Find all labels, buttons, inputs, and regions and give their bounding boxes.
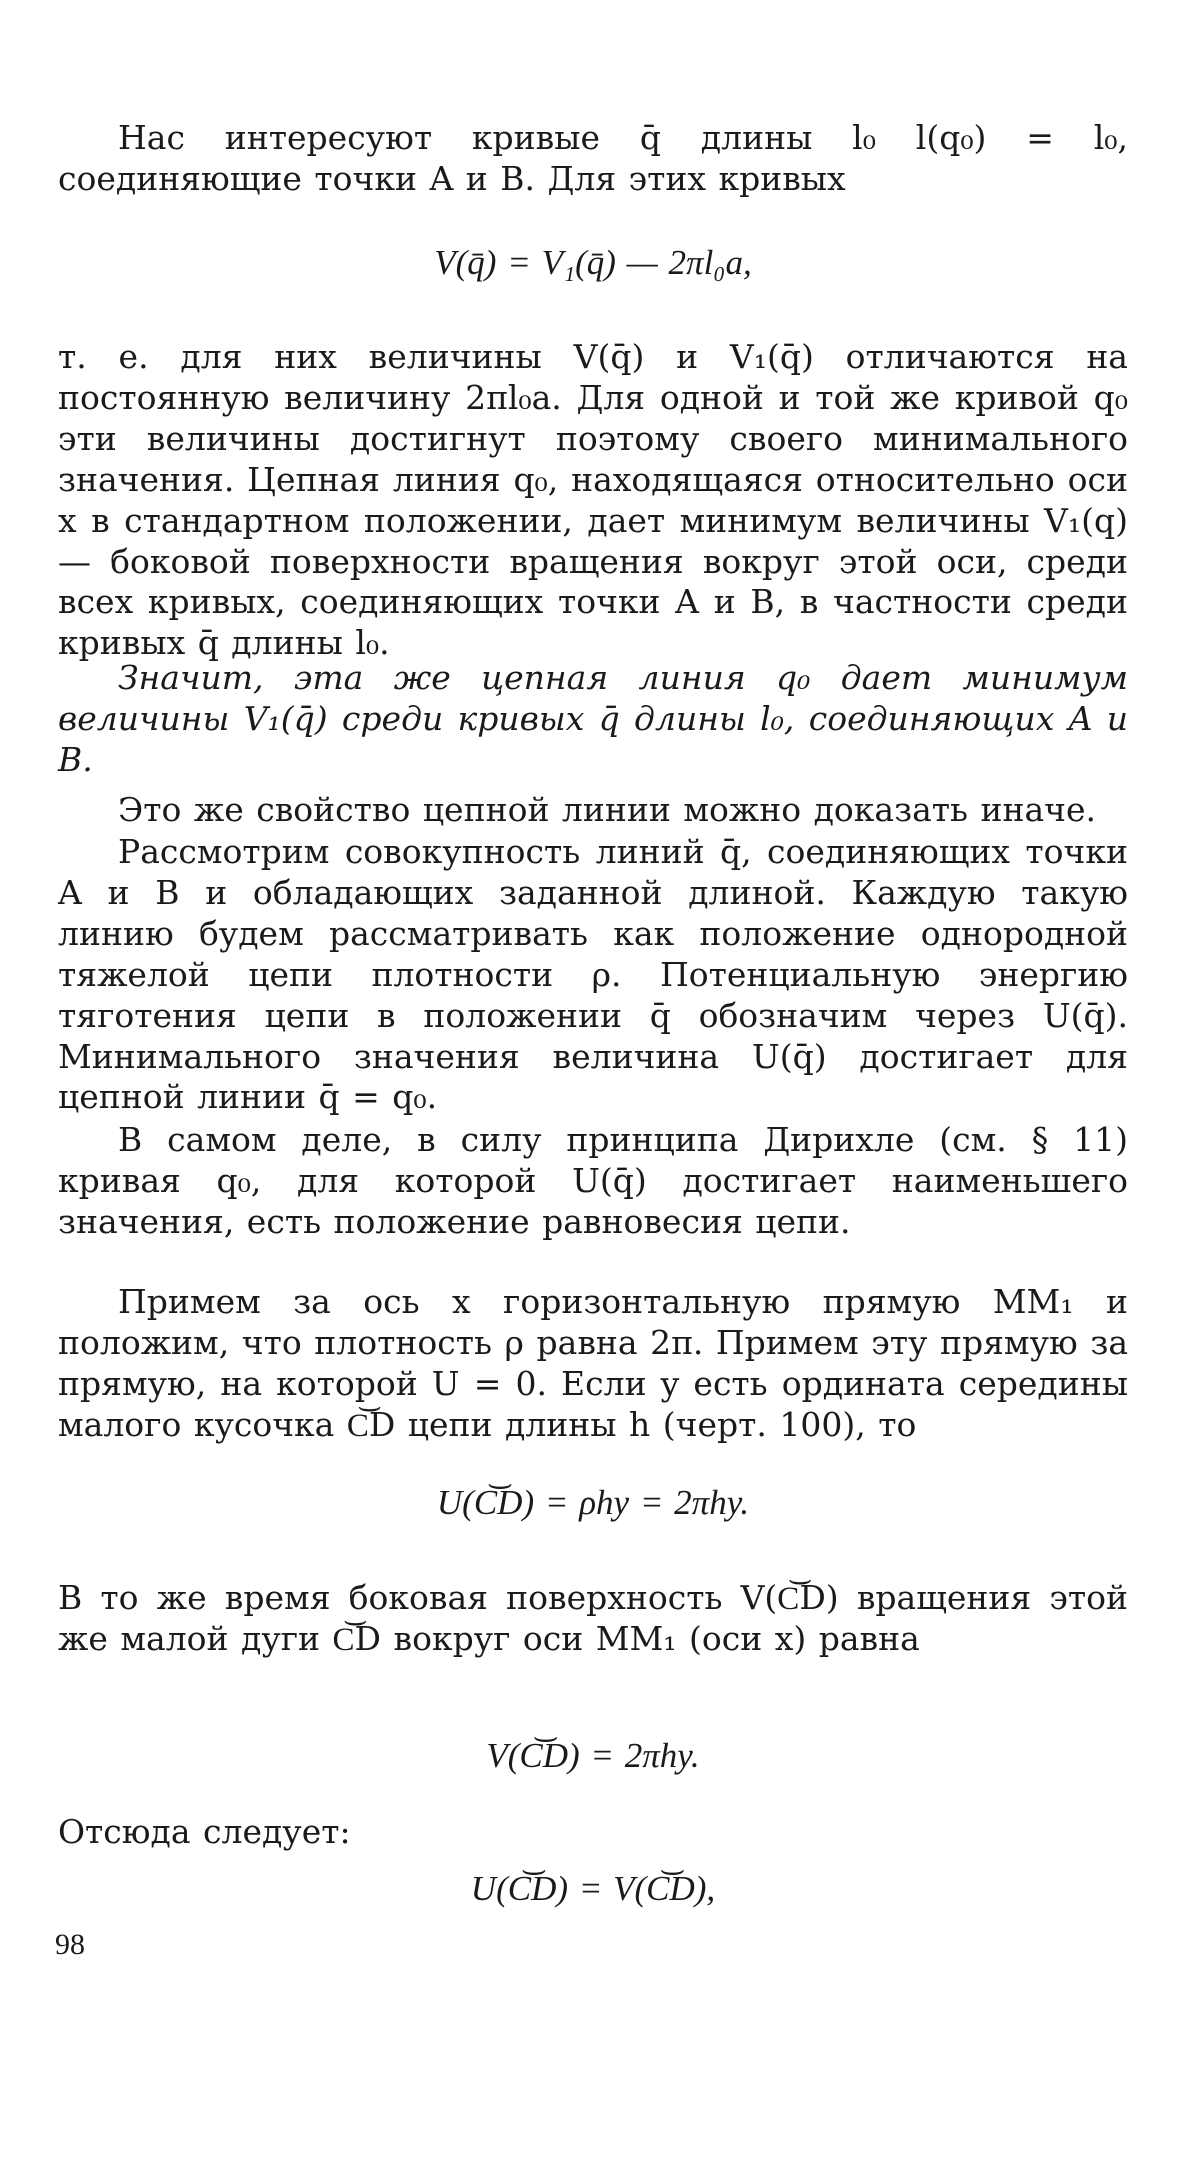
- formula-block-1: [58, 242, 1128, 284]
- paragraph-1: Нас интересуют кривые q̄ длины l₀ l(q₀) = l₀, соединяющие точки A и B. Для этих кривых: [58, 118, 1128, 198]
- paragraph-9: Отсюда следует:: [58, 1812, 351, 1851]
- paragraph-block-3: [58, 658, 1128, 781]
- paragraph-5: Рассмотрим совокупность линий q̄, соединяющих точки A и B и обладающих заданной длиной. Каждую такую линию будем рассматривать как положение однородной тяжелой цепи плотности ρ. Потенциальную энергию тяготения цепи в положении q̄ обозначим через U(q̄). Минимального значения величина U(q̄) достигает для цепной линии q̄ = q₀.: [58, 832, 1128, 1117]
- paragraph-2: т. е. для них величины V(q̄) и V₁(q̄) отличаются на постоянную величину 2πl₀a. Для одной и той же кривой q₀ эти величины достигнут поэтому своего минимального значения. Цепная линия q₀, находящаяся относительно оси x в стандартном положении, дает минимум величины V₁(q) — боковой поверхности вращения вокруг этой оси, среди всех кривых, соединяющих точки A и B, в частности среди кривых q̄ длины l₀.: [58, 337, 1128, 663]
- formula-block-3: [58, 1735, 1128, 1777]
- formula-block-2: [58, 1482, 1128, 1524]
- formula-v-cd: V(C͝D) = 2πhy.: [486, 1736, 700, 1775]
- page-number: 98: [55, 1928, 85, 1961]
- paragraph-block-5: [58, 832, 1128, 1118]
- formula-block-4: [58, 1868, 1128, 1910]
- formula-u-equals-v: U(C͝D) = V(C͝D),: [470, 1869, 716, 1908]
- paragraph-block-2: [58, 337, 1128, 664]
- paragraph-7: Примем за ось x горизонтальную прямую MM₁ и положим, что плотность ρ равна 2π. Примем эту прямую за прямую, на которой U = 0. Если y есть ордината середины малого кусочка C͝D цепи длины h (черт. 100), то: [58, 1282, 1128, 1444]
- paragraph-block-9: [58, 1812, 1128, 1853]
- paragraph-block-6: [58, 1120, 1128, 1243]
- formula-v-equals-v1-minus: V(q̄) = V₁(q̄) — 2πl₀a,: [434, 243, 752, 282]
- formula-u-cd: U(C͝D) = ρhy = 2πhy.: [436, 1483, 750, 1522]
- paragraph-6: В самом деле, в силу принципа Дирихле (см. § 11) кривая q₀, для которой U(q̄) достигает наименьшего значения, есть положение равновесия цепи.: [58, 1120, 1128, 1241]
- paragraph-3: Значит, эта же цепная линия q₀ дает минимум величины V₁(q̄) среди кривых q̄ длины l₀, соединяющих A и B.: [58, 658, 1128, 779]
- paragraph-8: В то же время боковая поверхность V(C͝D) вращения этой же малой дуги C͝D вокруг оси MM₁ (оси x) равна: [58, 1578, 1128, 1658]
- paragraph-4: Это же свойство цепной линии можно доказать иначе.: [118, 790, 1096, 829]
- paragraph-block-7: [58, 1282, 1128, 1446]
- paragraph-curves-of-length: [58, 118, 1128, 200]
- paragraph-block-4: [58, 790, 1128, 831]
- paragraph-block-8: [58, 1578, 1128, 1660]
